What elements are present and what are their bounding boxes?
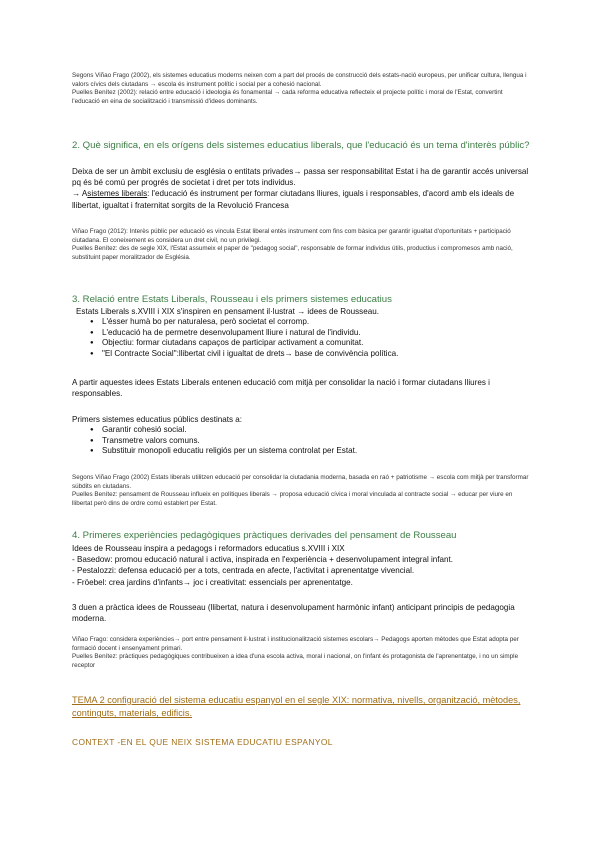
list-item: ● Garantir cohesió social. (90, 425, 532, 436)
list-item: ● Transmetre valors comuns. (90, 436, 532, 447)
basedow-line: - Basedow: promou educació natural i activa, inspirada en l'experiència + desenvolupament integral infant. (72, 555, 454, 565)
section-3-p3: Primers sistemes educatius públics destinats a: (72, 415, 243, 424)
list-item: ● "El Contracte Social":llibertat civil i igualtat de drets→ base de convivència política. (90, 349, 532, 360)
section-2-p2 (72, 188, 532, 210)
section-4-p2: 3 duen a pràctica idees de Rousseau (llibertat, natura i desenvolupament harmònic infant) anticipant principis de pedagogia moderna. (72, 603, 515, 624)
section-2-heading: 2. Què significa, en els orígens dels sistemes educatius liberals, que l'educació és un tema d'interès públic? (72, 140, 530, 151)
list-item: ● Substituir monopoli educatiu religiós per un sistema controlat per Estat. (90, 446, 532, 457)
context-heading: CONTEXT -EN EL QUE NEIX SISTEMA EDUCATIU ESPANYOL (72, 737, 333, 747)
section-2-notes (72, 228, 532, 262)
list-item: ● Objectiu: formar ciutadans capaços de participar activament a comunitat. (90, 338, 532, 349)
note-vinao-2012: Viñao Frago (2012): Interès públic per educació es vincula Estat liberal entès instrument com fins com bàsica per garantir igualtat d'oportunitats + participació ciutadana. El coneixement es considera un dret civil, no un privilegi. (72, 228, 511, 244)
section-3-heading: 3. Relació entre Estats Liberals, Rousseau i els primers sistemes educatius (72, 294, 392, 305)
note-vinao-liberals: Segons Viñao Frago (2002) Estats liberals utilitzen educació per consolidar la ciutadania moderna, basada en raó + patriotisme → escola com mitjà per transformar súbdits en ciutadans. (72, 474, 529, 490)
rousseau-ideas-list (72, 317, 532, 359)
note-puelles-pedagog: Puelles Benítez: des de segle XIX, l'Estat assumeix el paper de "pedagog social", responsable de formar individus útils, productius i compromesos amb nació, substituint paper moralitzador de Església. (72, 245, 513, 261)
section-3-intro: Estats Liberals s.XVIII i XIX s'inspiren en pensament il·lustrat → idees de Rousseau. (76, 307, 379, 316)
pestalozzi-line: - Pestalozzi: defensa educació per a tots, centrada en afecte, l'activitat i aprenentatge vivencial. (72, 566, 415, 576)
section-3-notes (72, 474, 532, 508)
section-3-body (72, 306, 532, 360)
section-3-p2: A partir aquestes idees Estats Liberals entenen educació com mitjà per consolidar la nació i formar ciutadans lliures i responsables. (72, 378, 490, 399)
section-4-heading: 4. Primeres experiències pedagògiques pràctiques derivades del pensament de Rousseau (72, 530, 457, 541)
top-notes (72, 72, 532, 106)
froebel-line: - Fröebel: crea jardins d'infants→ joc i creativitat: essencials per aprenentatge. (72, 577, 353, 587)
section-2-p2-rest: : l'educació és instrument per formar ciutadans lliures, iguals i responsables, d'acord amb els ideals de llibertat, igualtat i fraternitat sorgits de la Revolució Francesa (72, 189, 515, 210)
tema-2-link[interactable]: TEMA 2 configuració del sistema educatiu espanyol en el segle XIX: normativa, nivells, organització, mètodes, continguts, materials, edificis. (72, 695, 521, 719)
note-puelles-rousseau: Puelles Benítez: pensament de Rousseau influeix en polítiques liberals → proposa educació cívica i moral vinculada al contracte social → educar per viure en llibertat però dins de ordre comú establert per Estat. (72, 491, 513, 507)
purposes-list (72, 425, 532, 457)
note-vinao-2002: Segons Viñao Frago (2002), els sistemes educatius moderns neixen com a part del procés de construcció dels estats-nació europeus, per unificar cultura, llengua i valors cívics dels ciutadans → escola és instrument polític i social per a cohesió nacional. (72, 72, 527, 88)
section-4-intro: Idees de Rousseau inspira a pedagogs i reformadors educatius s.XVIII i XIX (72, 544, 345, 553)
note-puelles-escola-activa: Puelles Benítez: pràctiques pedagògiques contribueixen a idea d'una escola activa, moral i nacional, on l'infant és protagonista de l'aprenentatge, i no un simple receptor (72, 653, 519, 669)
sistemes-liberals-link[interactable]: sistemes liberals (87, 189, 148, 199)
note-puelles-2002: Puelles Benítez (2002): relació entre educació i ideologia és fonamental → cada reforma educativa reflecteix el projecte polític i moral de l'Estat, convertint l'educació en eina de socialització i transmissió d'idees dominants. (72, 89, 503, 105)
section-4-notes (72, 636, 532, 670)
section-4-body (72, 543, 532, 588)
section-2-p1: Deixa de ser un àmbit exclusiu de església o entitats privades→ passa ser responsabilitat Estat i ha de garantir accés universal pq és bé comú per progrés de societat i dret per tots individus. (72, 167, 529, 188)
note-vinao-experiencies: Viñao Frago: considera experiències→ port entre pensament il·lustrat i institucionalització sistemes escolars→ Pedagogs aporten mètodes que Estat adopta per formació docent i ensenyament primari. (72, 636, 519, 652)
list-item: ● L'ésser humà bo per naturalesa, però societat el corromp. (90, 317, 532, 328)
section-3-purposes (72, 414, 532, 457)
arrow-prefix: → A (72, 189, 88, 199)
list-item: ● L'educació ha de permetre desenvolupament lliure i natural de l'individu. (90, 328, 532, 339)
section-2-body (72, 166, 532, 211)
